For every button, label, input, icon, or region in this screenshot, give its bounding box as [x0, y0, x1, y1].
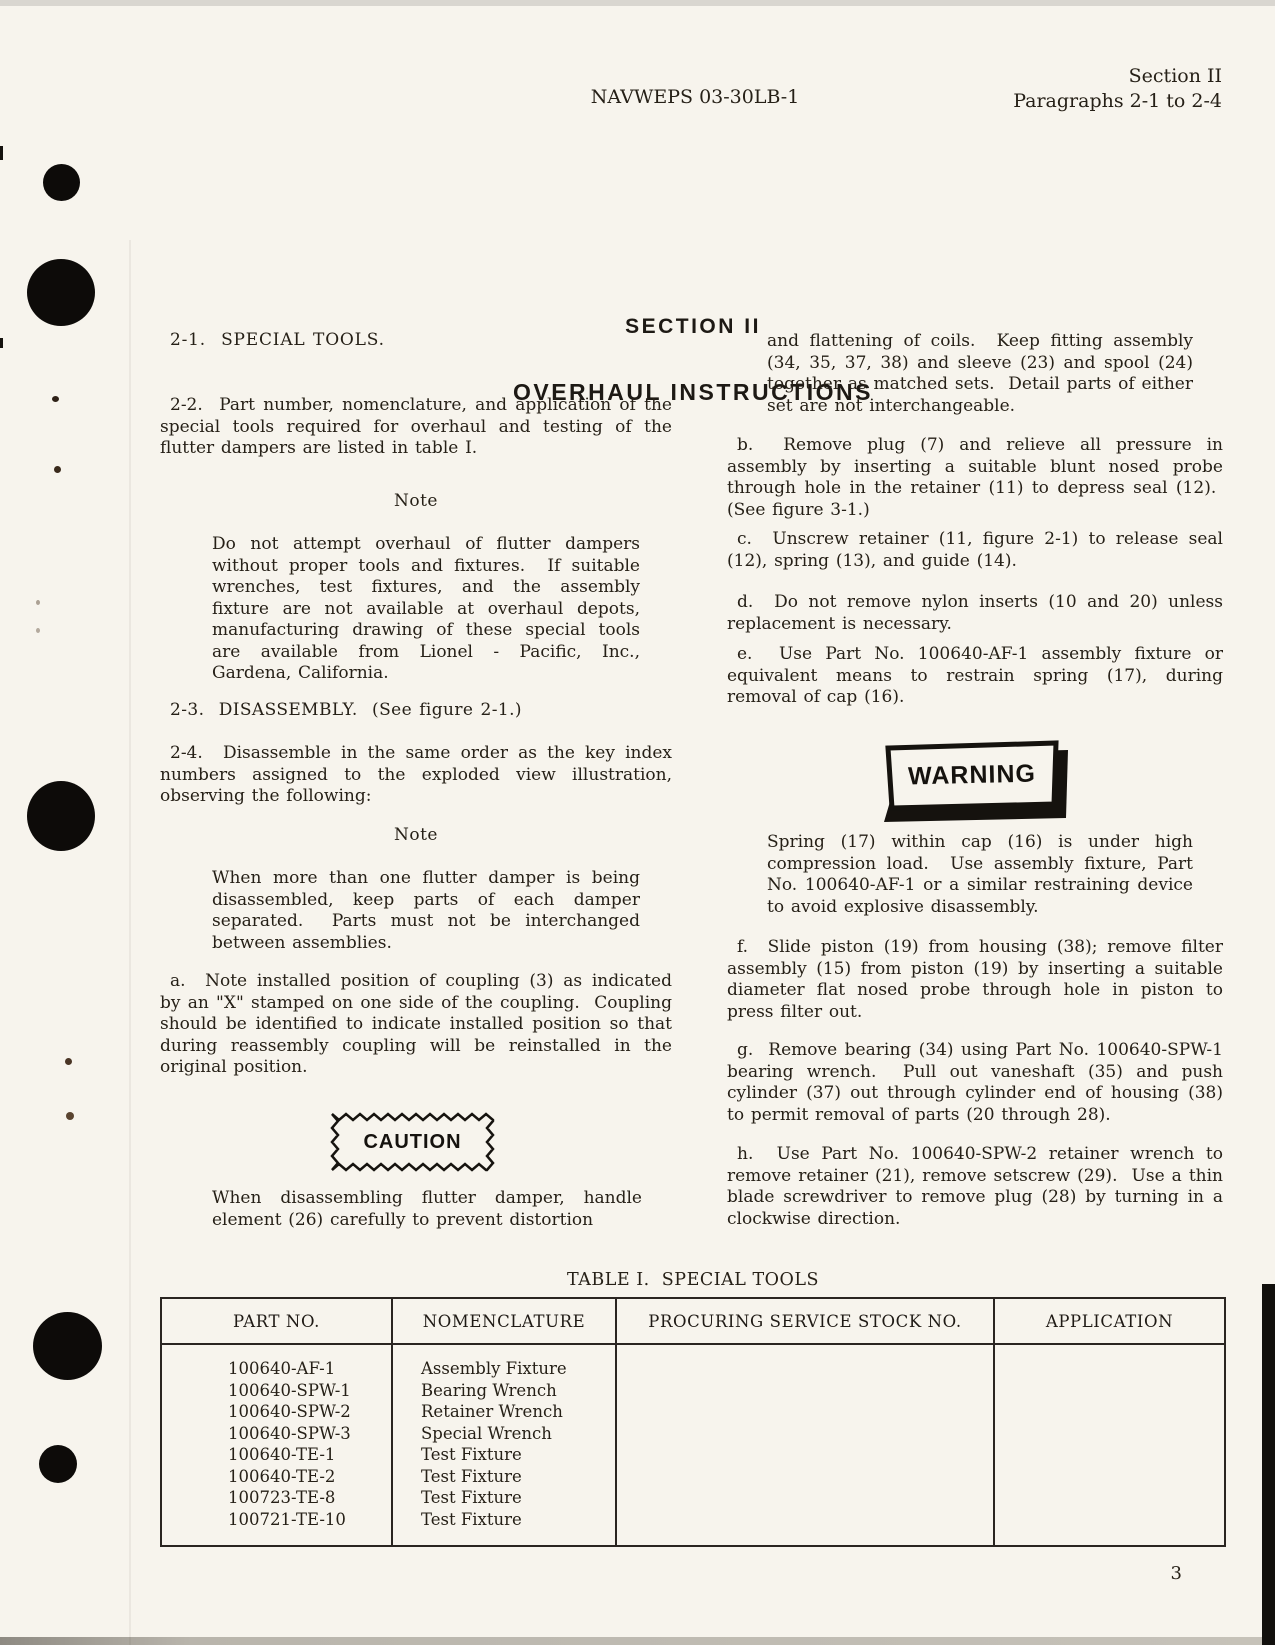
scan-edge-tick — [0, 146, 3, 160]
table-cell-line: 100640-TE-1 — [228, 1445, 336, 1464]
paragraph-h: h. Use Part No. 100640-SPW-2 retainer wrench to remove retainer (21), remove setscrew (29). Use a thin blade screwdriver to remove plug (28) by turning in a clockwise direction. — [727, 1144, 1223, 1229]
paragraph-e: e. Use Part No. 100640-AF-1 assembly fixture or equivalent means to restrain spring (17), during removal of cap (16). — [727, 644, 1223, 707]
caution-text-continued: and flattening of coils. Keep fitting assembly (34, 35, 37, 38) and sleeve (23) and spool (24) together as matched sets. Detail parts of either set are not interchangeable. — [767, 331, 1193, 416]
caution-box — [330, 1112, 495, 1172]
paragraph-2-1: 2-1. SPECIAL TOOLS. — [170, 330, 385, 350]
paragraph-2-3: 2-3. DISASSEMBLY. (See figure 2-1.) — [170, 700, 522, 720]
scan-speck — [36, 628, 40, 633]
scan-speck — [54, 466, 61, 473]
scan-edge-tick — [0, 338, 3, 348]
warning-label: WARNING — [907, 759, 1037, 790]
table-cell-line — [995, 1358, 1224, 1380]
binder-hole — [33, 1312, 102, 1380]
table-cell-line — [995, 1509, 1224, 1531]
special-tools-table — [160, 1297, 1226, 1547]
section-title: SECTION II — [625, 315, 761, 338]
table-cell-line: Bearing Wrench — [421, 1380, 557, 1400]
caution-label: CAUTION — [363, 1130, 462, 1153]
table-cell-line: 100640-TE-2 — [228, 1466, 336, 1486]
paragraph-2-2: 2-2. Part number, nomenclature, and application of the special tools required for overhaul and testing of the flutter dampers are listed in table I. — [160, 395, 672, 458]
binder-hole — [39, 1445, 77, 1483]
note-label-1: Note — [393, 491, 438, 511]
table-header-row — [162, 1299, 1224, 1345]
header-section-ref — [950, 64, 1222, 114]
table-col-stock-no-values — [617, 1345, 995, 1545]
table-cell-line: 100640-SPW-1 — [228, 1380, 351, 1400]
table-cell-line: Test Fixture — [421, 1509, 522, 1529]
note-text-2: When more than one flutter damper is being disassembled, keep parts of each damper separated. Parts must not be interchanged between assemblies. — [212, 868, 640, 953]
paragraph-c: c. Unscrew retainer (11, figure 2-1) to release seal (12), spring (13), and guide (14). — [727, 529, 1223, 571]
page-number: 3 — [1170, 1563, 1182, 1584]
table-title: TABLE I. SPECIAL TOOLS — [567, 1270, 819, 1290]
table-cell-line: 100640-SPW-3 — [228, 1423, 351, 1443]
table-cell-line — [617, 1466, 993, 1488]
table-cell-line — [617, 1444, 993, 1466]
table-cell-line — [995, 1380, 1224, 1402]
table-cell-line: Test Fixture — [421, 1445, 522, 1464]
paragraph-2-4: 2-4. Disassemble in the same order as the key index numbers assigned to the exploded view illustration, observing the following: — [160, 743, 672, 806]
table-col-part-no-values — [162, 1345, 393, 1545]
table-cell-line — [617, 1487, 993, 1509]
header-section-line: Section II — [1128, 65, 1222, 87]
table-cell-line: Test Fixture — [421, 1466, 522, 1486]
scan-edge-bottom — [0, 1637, 1275, 1645]
binder-hole — [27, 781, 95, 851]
table-cell-line: 100640-AF-1 — [228, 1359, 336, 1378]
table-cell-line — [617, 1423, 993, 1445]
paragraph-f: f. Slide piston (19) from housing (38); remove filter assembly (15) from piston (19) by inserting a suitable diameter flat nosed probe through hole in piston to press filter out. — [727, 937, 1223, 1022]
paragraph-d: d. Do not remove nylon inserts (10 and 20) unless replacement is necessary. — [727, 592, 1223, 634]
scan-speck — [36, 600, 40, 605]
header-paragraphs-line: Paragraphs 2-1 to 2-4 — [1013, 90, 1222, 112]
scan-speck — [65, 1058, 72, 1065]
table-cell-line: 100723-TE-8 — [228, 1488, 336, 1507]
table-cell-line: Test Fixture — [421, 1488, 522, 1507]
scan-edge-right-bar — [1262, 1284, 1275, 1645]
warning-text: Spring (17) within cap (16) is under high compression load. Use assembly fixture, Part No. 100640-AF-1 or a similar restraining device to avoid explosive disassembly. — [767, 832, 1193, 917]
scan-edge-top — [0, 0, 1275, 6]
paragraph-a: a. Note installed position of coupling (3) as indicated by an "X" stamped on one side of the coupling. Coupling should be identified to indicate installed position so that during reassembly coupling will be reinstalled in the original position. — [160, 971, 672, 1077]
table-cell-line — [995, 1487, 1224, 1509]
table-cell-line — [995, 1423, 1224, 1445]
note-text-1: Do not attempt overhaul of flutter dampers without proper tools and fixtures. If suitable wrenches, test fixtures, and the assembly fixture are not available at overhaul depots, manufacturing drawing of these special tools are available from Lionel - Pacific, Inc., Gardena, California. — [212, 534, 640, 683]
header-doc-number: NAVWEPS 03-30LB-1 — [590, 86, 800, 108]
table-cell-line — [617, 1380, 993, 1402]
table-cell-line — [617, 1509, 993, 1531]
section-subtitle: OVERHAUL INSTRUCTIONS — [512, 379, 874, 405]
table-cell-line — [995, 1444, 1224, 1466]
paper-crease — [129, 240, 131, 1645]
table-col-nomenclature-values — [393, 1345, 617, 1545]
table-cell-line: Assembly Fixture — [421, 1359, 567, 1378]
table-cell-line — [995, 1466, 1224, 1488]
paragraph-g: g. Remove bearing (34) using Part No. 100640-SPW-1 bearing wrench. Pull out vaneshaft (35) and push cylinder (37) out through cylinder end of housing (38) to permit removal of parts (20 through 28). — [727, 1040, 1223, 1125]
table-cell-line: Retainer Wrench — [421, 1402, 563, 1421]
paragraph-b: b. Remove plug (7) and relieve all pressure in assembly by inserting a suitable blunt nosed probe through hole in the retainer (11) to depress seal (12). (See figure 3-1.) — [727, 435, 1223, 520]
table-cell-line — [995, 1401, 1224, 1423]
table-body-row — [162, 1345, 1224, 1545]
table-header-nomenclature: NOMENCLATURE — [393, 1299, 617, 1343]
table-cell-line: Special Wrench — [421, 1423, 552, 1443]
table-header-part-no: PART NO. — [162, 1299, 393, 1343]
scan-speck — [66, 1112, 74, 1120]
table-header-application: APPLICATION — [1045, 1311, 1174, 1331]
scan-speck — [52, 396, 59, 402]
table-header-stock-no: PROCURING SERVICE STOCK NO. — [617, 1299, 995, 1343]
binder-hole — [43, 164, 80, 201]
caution-text: When disassembling flutter damper, handle element (26) carefully to prevent distortion — [212, 1188, 642, 1230]
warning-box — [874, 738, 1074, 826]
table-cell-line: 100721-TE-10 — [228, 1509, 346, 1529]
table-cell-line — [617, 1358, 993, 1380]
table-cell-line: 100640-SPW-2 — [228, 1402, 351, 1421]
binder-hole — [27, 259, 95, 326]
table-col-application-values — [995, 1345, 1224, 1545]
table-cell-line — [617, 1401, 993, 1423]
note-label-2: Note — [393, 825, 438, 845]
